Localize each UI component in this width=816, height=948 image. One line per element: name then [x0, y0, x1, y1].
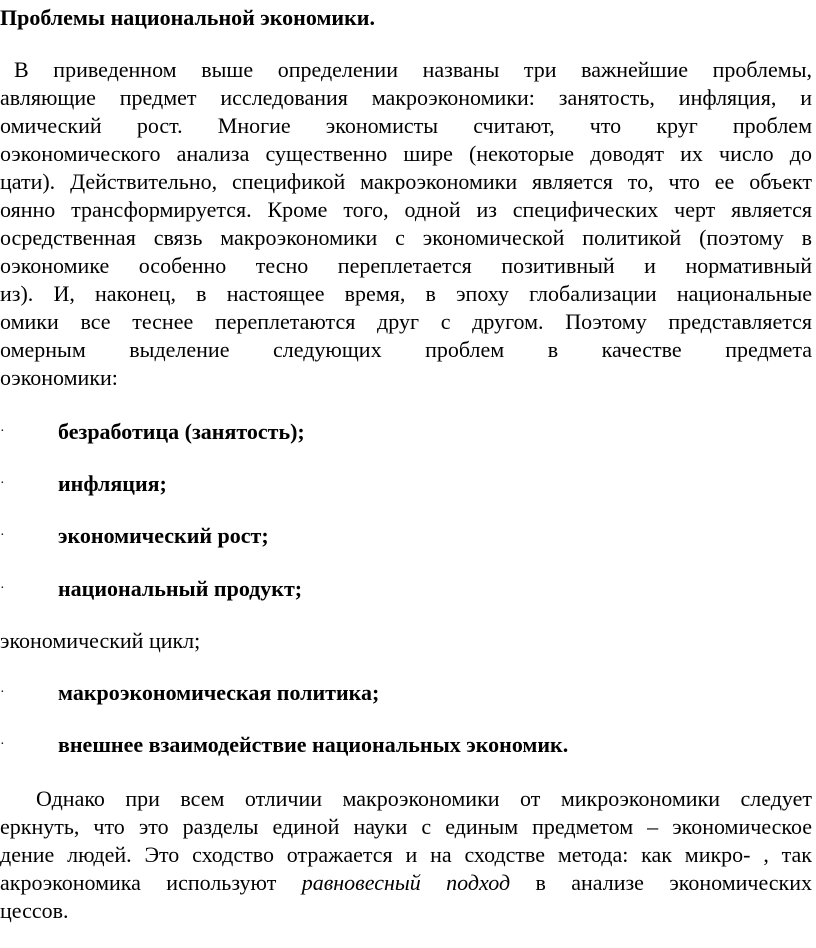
paragraph-line: омики все теснее переплетаются друг с другом. Поэтому представляется	[0, 309, 812, 334]
list-item-text: внешнее взаимодействие национальных экономик.	[58, 732, 569, 757]
bullet-icon: ·	[0, 737, 5, 752]
bullet-icon: ·	[0, 424, 5, 439]
paragraph-line: омический рост. Многие экономисты считают, что круг проблем	[0, 113, 812, 138]
paragraph-line: оэкономического анализа существенно шире (некоторые доводят их число до	[0, 141, 812, 166]
bullet-icon: ·	[0, 581, 5, 596]
paragraph-line: авляющие предмет исследования макроэкономики: занятость, инфляция, и	[0, 85, 812, 110]
paragraph-line: цессов.	[0, 898, 69, 923]
paragraph-line: цати). Действительно, спецификой макроэкономики является то, что ее объект	[0, 169, 812, 194]
list-item-text: инфляция;	[58, 471, 167, 496]
italic-term: равновесный подход	[301, 870, 511, 895]
section-heading: Проблемы национальной экономики.	[0, 5, 375, 30]
paragraph-line: осредственная связь макроэкономики с экономической политикой (поэтому в	[0, 225, 812, 250]
text-segment: акроэкономика используют	[0, 870, 277, 895]
list-item-text: макроэкономическая политика;	[58, 680, 380, 705]
paragraph-line	[0, 869, 812, 897]
paragraph-line: из). И, наконец, в настоящее время, в эпоху глобализации национальные	[0, 281, 812, 306]
paragraph-line: оэкономике особенно тесно переплетается позитивный и нормативный	[0, 253, 812, 278]
list-item-text: национальный продукт;	[58, 576, 303, 601]
paragraph-line: В приведенном выше определении названы три важнейшие проблемы,	[14, 57, 812, 82]
paragraph-line: Однако при всем отличии макроэкономики от микроэкономики следует	[36, 786, 812, 811]
list-item-plain: экономический цикл;	[0, 628, 201, 653]
bullet-icon: ·	[0, 685, 5, 700]
paragraph-line: дение людей. Это сходство отражается и на сходстве метода: как микро- , так	[0, 842, 812, 867]
paragraph-line: омерным выделение следующих проблем в качестве предмета	[0, 337, 812, 362]
paragraph-line: еркнуть, что это разделы единой науки с единым предметом – экономическое	[0, 814, 812, 839]
paragraph-line: оэкономики:	[0, 365, 118, 390]
list-item-text: экономический рост;	[58, 523, 269, 548]
list-item-text: безработица (занятость);	[58, 419, 305, 444]
bullet-icon: ·	[0, 528, 5, 543]
text-segment: в анализе экономических	[535, 870, 813, 895]
paragraph-line: оянно трансформируется. Кроме того, одной из специфических черт является	[0, 197, 812, 222]
bullet-icon: ·	[0, 476, 5, 491]
